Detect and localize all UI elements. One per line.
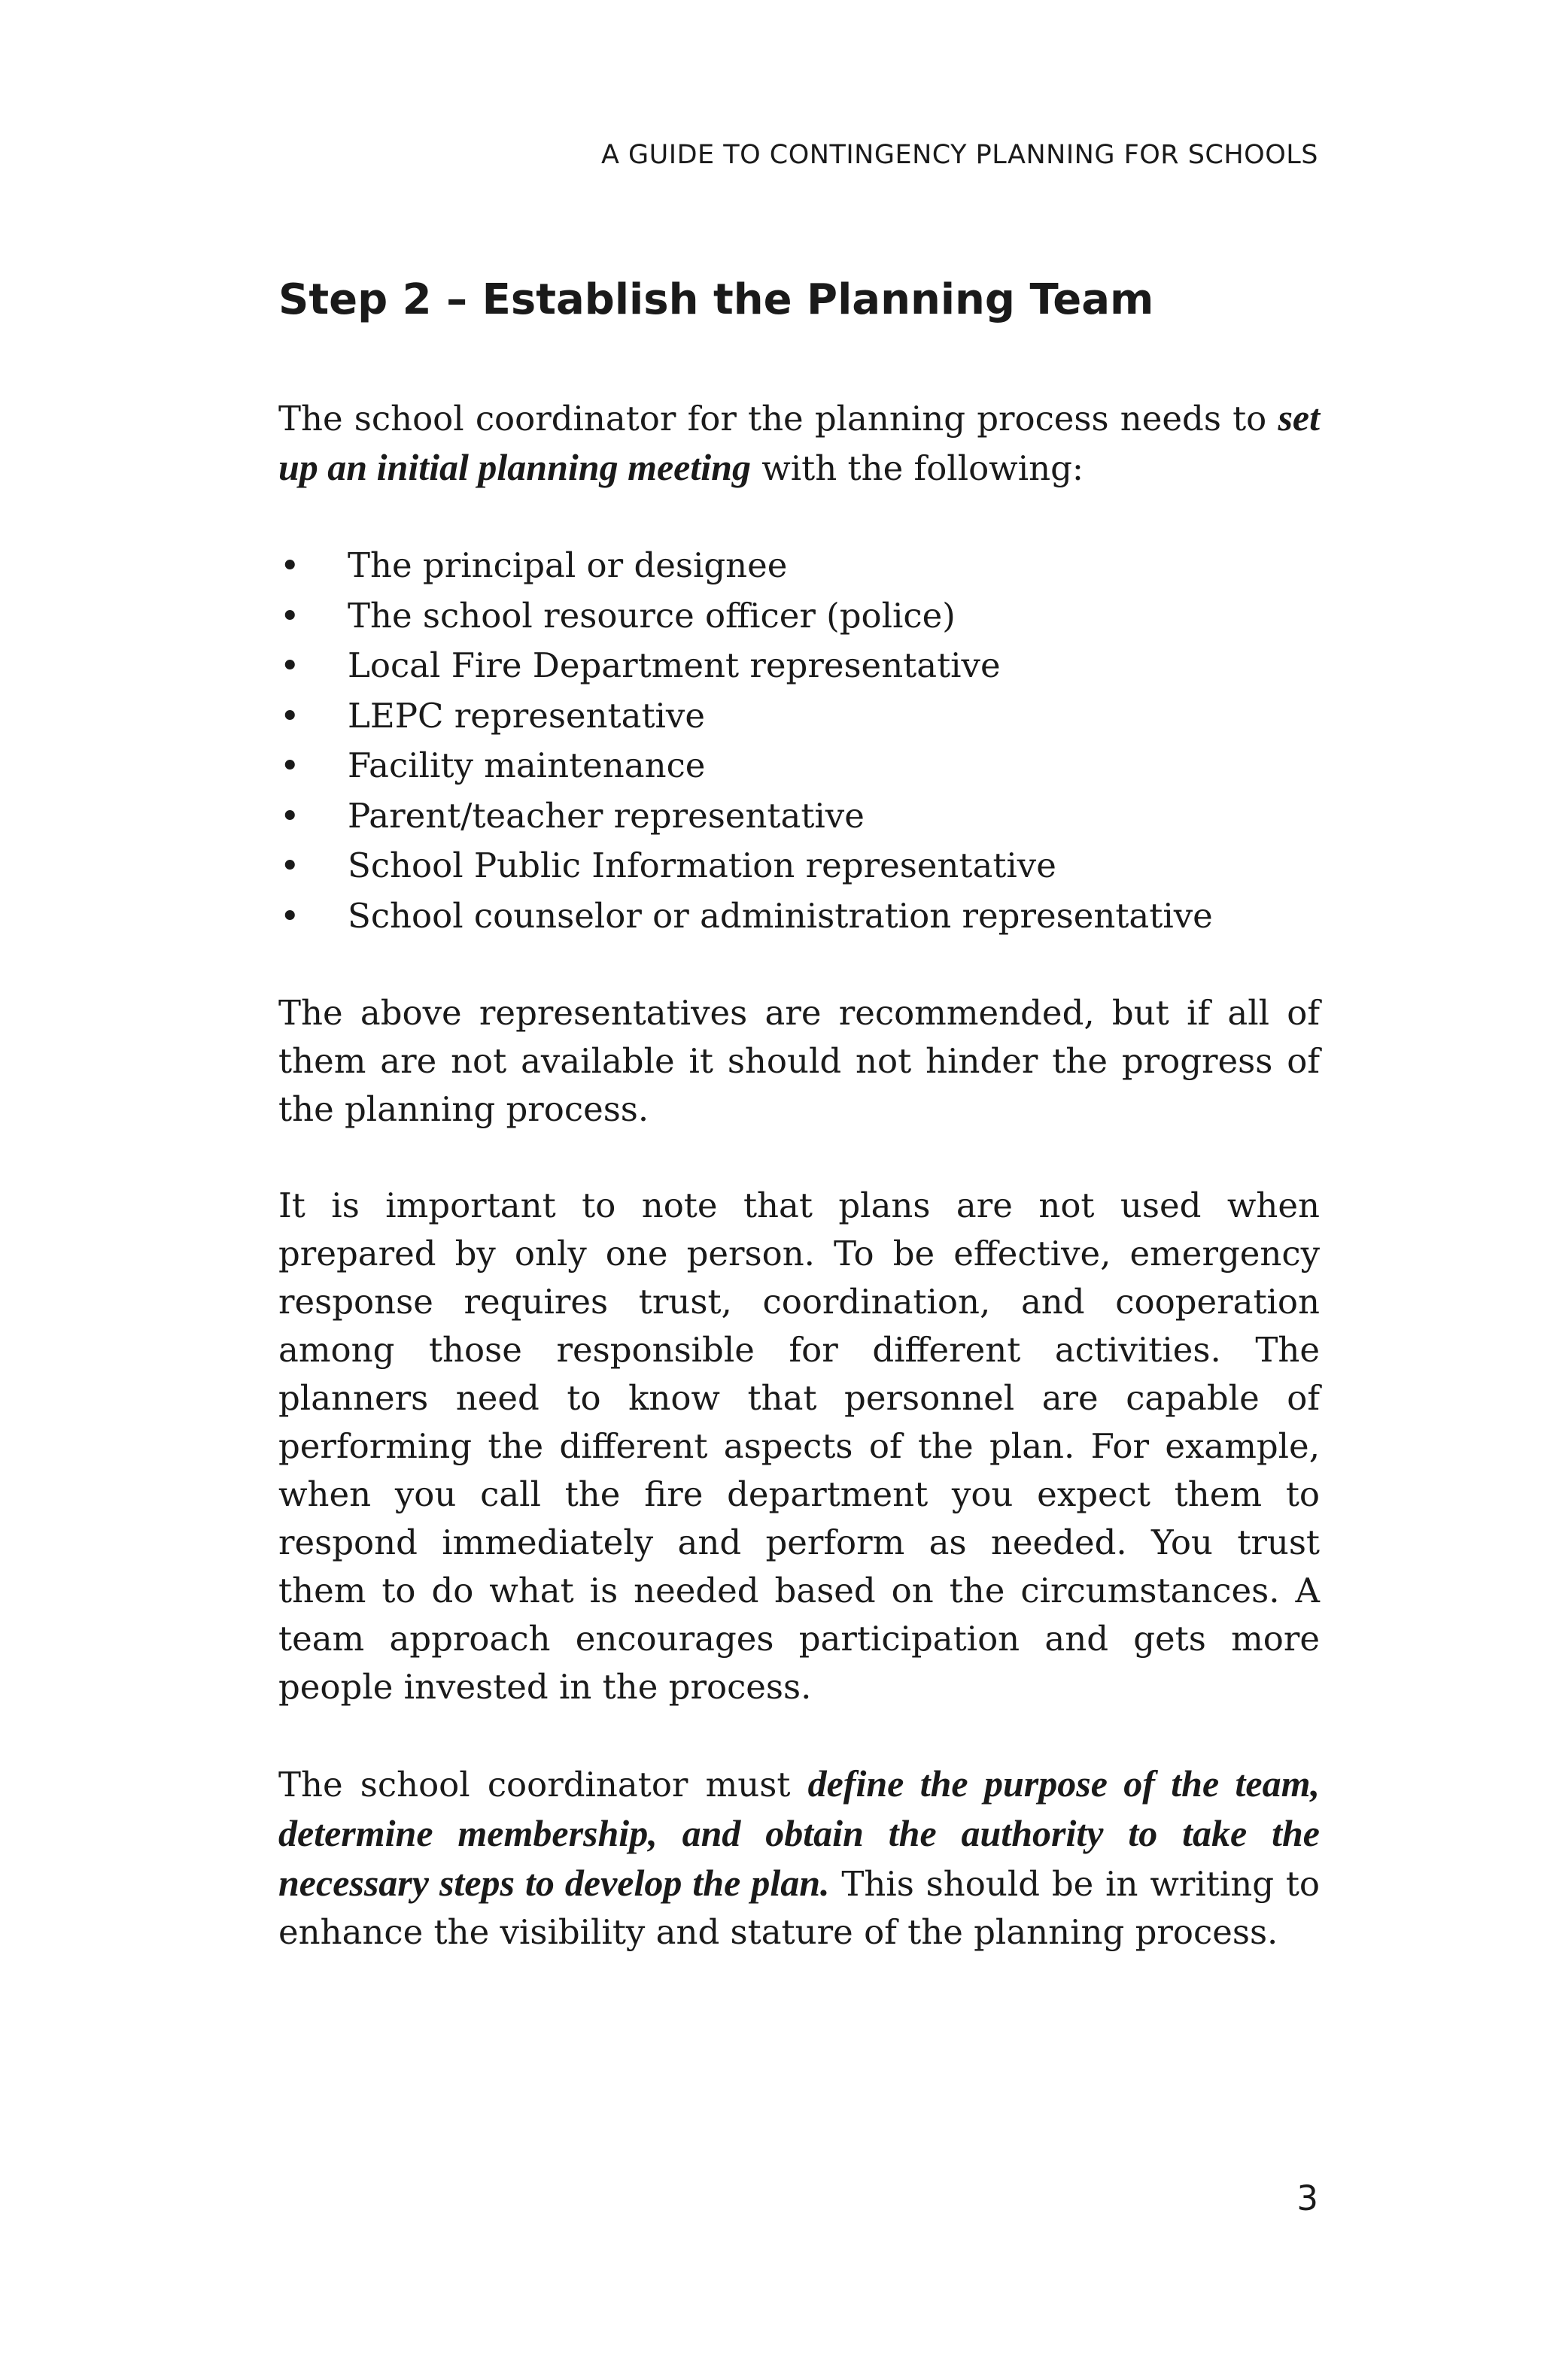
bullet-icon: • — [280, 745, 300, 785]
intro-text-before: The school coordinator for the planning process needs to — [278, 399, 1278, 439]
bullet-icon: • — [280, 595, 300, 636]
list-item — [278, 841, 1320, 891]
list-item-text: The school resource officer (police) — [348, 595, 956, 636]
intro-emphasis: set up an initial planning meeting — [278, 396, 1320, 488]
body-paragraph: It is important to note that plans are not used when prepared by only one person. To be effective, emergency response requires trust, coordination, and cooperation among those responsible for different activities. The planners need to know that personnel are capable of performing the different aspects of the plan. For example, when you call the fire department you expect them to respond immediately and perform as needed. You trust them to do what is needed based on the circumstances. A team approach encourages participation and gets more people invested in the process. — [278, 1185, 1320, 1707]
list-item — [278, 891, 1320, 942]
section-title: Step 2 – Establish the Planning Team — [278, 275, 1154, 324]
list-item — [278, 691, 1320, 742]
team-member-list — [278, 541, 1320, 941]
list-item-text: LEPC representative — [348, 695, 705, 736]
list-item-text: School counselor or administration representative — [348, 895, 1213, 936]
list-item-text: Parent/teacher representative — [348, 795, 865, 836]
list-item — [278, 791, 1320, 842]
list-item-text: Local Fire Department representative — [348, 645, 1001, 685]
bullet-icon: • — [280, 645, 300, 685]
intro-paragraph — [278, 393, 1320, 493]
closing-text-after: This should be in writing to enhance the visibility and stature of the planning process. — [278, 1864, 1321, 1952]
bullet-icon: • — [280, 845, 300, 885]
bullet-icon: • — [280, 895, 300, 936]
closing-text-before: The school coordinator must — [278, 1765, 808, 1805]
bullet-icon: • — [280, 545, 300, 585]
list-item — [278, 641, 1320, 691]
bullet-icon: • — [280, 695, 300, 736]
closing-paragraph — [278, 1759, 1320, 1957]
bullet-icon: • — [280, 795, 300, 836]
body-paragraph: The above representatives are recommended, but if all of them are not available it should not hinder the progress of the planning process. — [278, 993, 1320, 1129]
list-item — [278, 541, 1320, 591]
page-content — [278, 275, 1320, 1957]
closing-emphasis: define the purpose of the team, determine membership, and obtain the authority to take the necessary steps to develop the plan. — [278, 1762, 1321, 1904]
list-item — [278, 591, 1320, 642]
running-header: A GUIDE TO CONTINGENCY PLANNING FOR SCHOOLS — [600, 140, 1318, 170]
page-number: 3 — [1296, 2178, 1318, 2218]
list-item — [278, 741, 1320, 791]
list-item-text: Facility maintenance — [348, 745, 706, 785]
list-item-text: School Public Information representative — [348, 845, 1056, 885]
intro-text-after: with the following: — [750, 448, 1084, 488]
list-item-text: The principal or designee — [348, 545, 788, 585]
